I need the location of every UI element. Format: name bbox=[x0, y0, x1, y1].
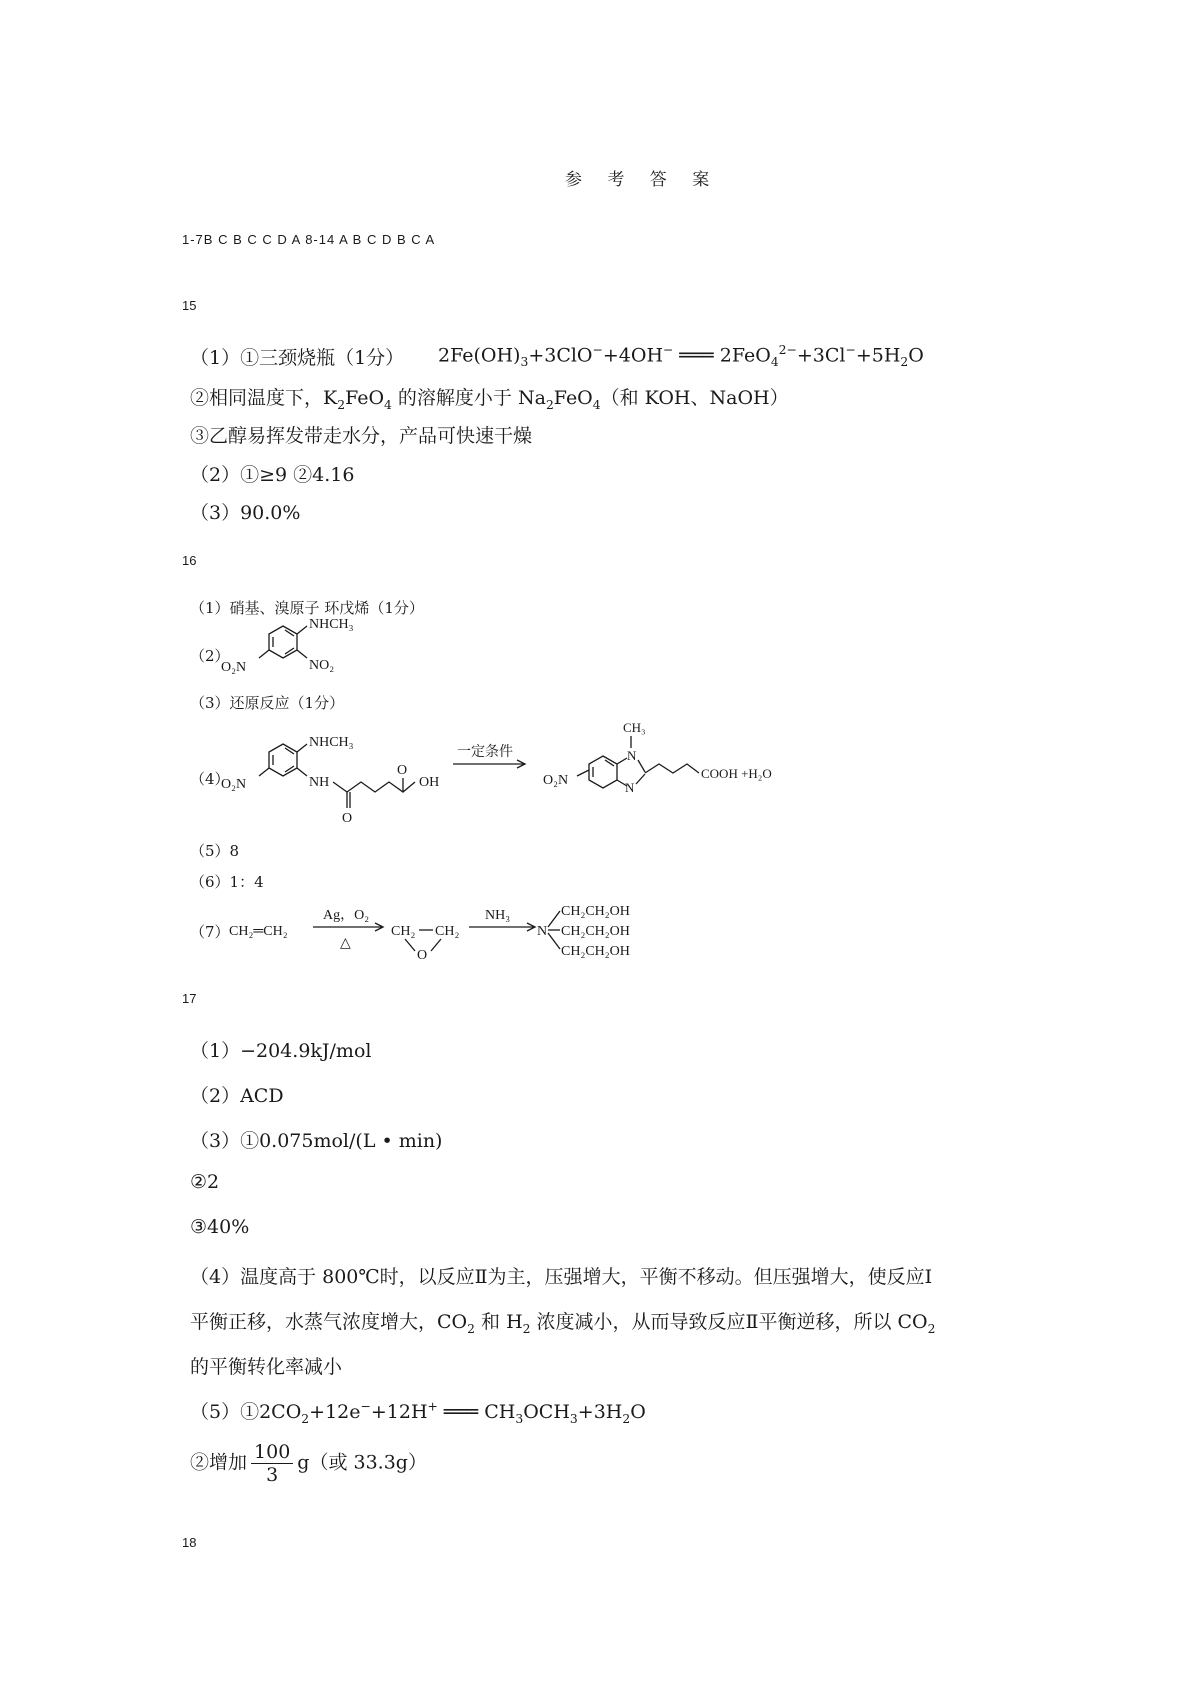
q15-line-4: （2）①≥9 ②4.16 bbox=[190, 464, 355, 486]
ch3-label: CH₃ bbox=[623, 720, 646, 735]
question-17-number: 17 bbox=[182, 991, 197, 1006]
q17-line-5: ③40% bbox=[190, 1216, 250, 1238]
q17-line-10-pre: ②增加 bbox=[190, 1451, 248, 1474]
epoxide-ch2-right: CH₂ bbox=[435, 924, 460, 939]
nh-label: NH bbox=[309, 775, 330, 790]
q15-line-2: ②相同温度下，$K_2FeO_4$ 的溶解度小于 $Na_2FeO_4$（和 KOH、NaOH） bbox=[190, 387, 789, 412]
q17-line-7: 平衡正移，水蒸气浓度增大，$CO_2$ 和 $H_2$ 浓度减小，从而导致反应Ⅱ平衡逆移，所以 $CO_2$ bbox=[190, 1311, 936, 1336]
epoxide-o: O bbox=[417, 948, 428, 963]
page-title: 参 考 答 案 bbox=[565, 170, 720, 190]
q17-line-1: （1）−204.9kJ/mol bbox=[190, 1040, 372, 1062]
question-15-number: 15 bbox=[182, 298, 197, 313]
q16-line-7-label: （7） bbox=[190, 923, 230, 941]
fraction-numerator: 100 bbox=[251, 1441, 293, 1464]
q15-line-1a: （1）①三颈烧瓶（1分） bbox=[190, 347, 405, 369]
q17-line-6: （4）温度高于 800℃时，以反应Ⅱ为主，压强增大，平衡不移动。但压强增大，使反应Ⅰ bbox=[190, 1266, 933, 1288]
q17-line-10-post: g（或 33.3g） bbox=[297, 1451, 427, 1474]
q16-line-3: （3）还原反应（1分） bbox=[190, 694, 345, 712]
heat-label: △ bbox=[340, 936, 351, 951]
q16-2-structure bbox=[215, 612, 405, 684]
q16-line-6: （6）1：4 bbox=[190, 873, 264, 891]
carbonyl-o-2: O bbox=[397, 763, 408, 778]
epoxide-ch2-left: CH₂ bbox=[391, 924, 416, 939]
catalyst-label: Ag，O₂ bbox=[323, 908, 370, 923]
q15-equation: $2Fe(OH)_3+3ClO^-+4OH^-$ ═══ $2FeO_4^{2-}+3Cl^-+5H_2O$ bbox=[438, 343, 924, 370]
q16-line-1: （1）硝基、溴原子 环戊烯（1分） bbox=[190, 599, 424, 617]
n2-label: N bbox=[625, 780, 635, 795]
o2n-label: O₂N bbox=[221, 660, 247, 675]
q17-line-9: $(5)①2CO_2+12e^-+12H^+$ ═══ $CH_3OCH_3+3H_2O$ bbox=[190, 1399, 646, 1426]
q17-line-8: 的平衡转化率减小 bbox=[190, 1356, 343, 1378]
oh-label: OH bbox=[419, 775, 440, 790]
q15-line-3: ③乙醇易挥发带走水分，产品可快速干燥 bbox=[190, 425, 533, 447]
nhch3-label: NHCH₃ bbox=[309, 617, 354, 632]
question-18-number: 18 bbox=[182, 1535, 197, 1550]
nh3-label: NH₃ bbox=[485, 908, 511, 923]
arm-1: CH₂CH₂OH bbox=[561, 904, 630, 919]
question-16-number: 16 bbox=[182, 553, 197, 568]
q16-7-scheme bbox=[215, 895, 775, 967]
q17-line-4: ②2 bbox=[190, 1171, 220, 1193]
q17-line-10 bbox=[190, 1441, 427, 1486]
n1-label: N bbox=[627, 748, 637, 763]
nhch3-label: NHCH₃ bbox=[309, 735, 354, 750]
arm-3: CH₂CH₂OH bbox=[561, 944, 630, 959]
condition-label: 一定条件 bbox=[457, 745, 513, 760]
q17-line-2: （2）ACD bbox=[190, 1085, 284, 1107]
q16-line-2-label: （2） bbox=[190, 647, 230, 665]
multiple-choice-answers: 1-7B C B C C D A 8-14 A B C D B C A bbox=[182, 232, 436, 247]
q17-line-3: （3）①0.075mol/(L • min) bbox=[190, 1130, 443, 1152]
q15-line-5: （3）90.0% bbox=[190, 502, 301, 524]
n-label: N bbox=[537, 924, 548, 939]
o2n-label: O₂N bbox=[221, 777, 247, 792]
carbonyl-o-1: O bbox=[342, 811, 353, 826]
o2n-label-product: O₂N bbox=[543, 773, 569, 788]
q16-line-4-label: （4） bbox=[190, 770, 230, 788]
arm-2: CH₂CH₂OH bbox=[561, 924, 630, 939]
q16-line-5: （5）8 bbox=[190, 842, 240, 860]
no2-label: NO₂ bbox=[309, 658, 335, 673]
product-tail: COOH +H₂O bbox=[701, 766, 772, 781]
fraction-denominator: 3 bbox=[266, 1464, 279, 1486]
fraction bbox=[251, 1441, 293, 1486]
q16-4-reaction bbox=[215, 720, 835, 830]
ethylene-label: CH₂═CH₂ bbox=[229, 924, 288, 939]
